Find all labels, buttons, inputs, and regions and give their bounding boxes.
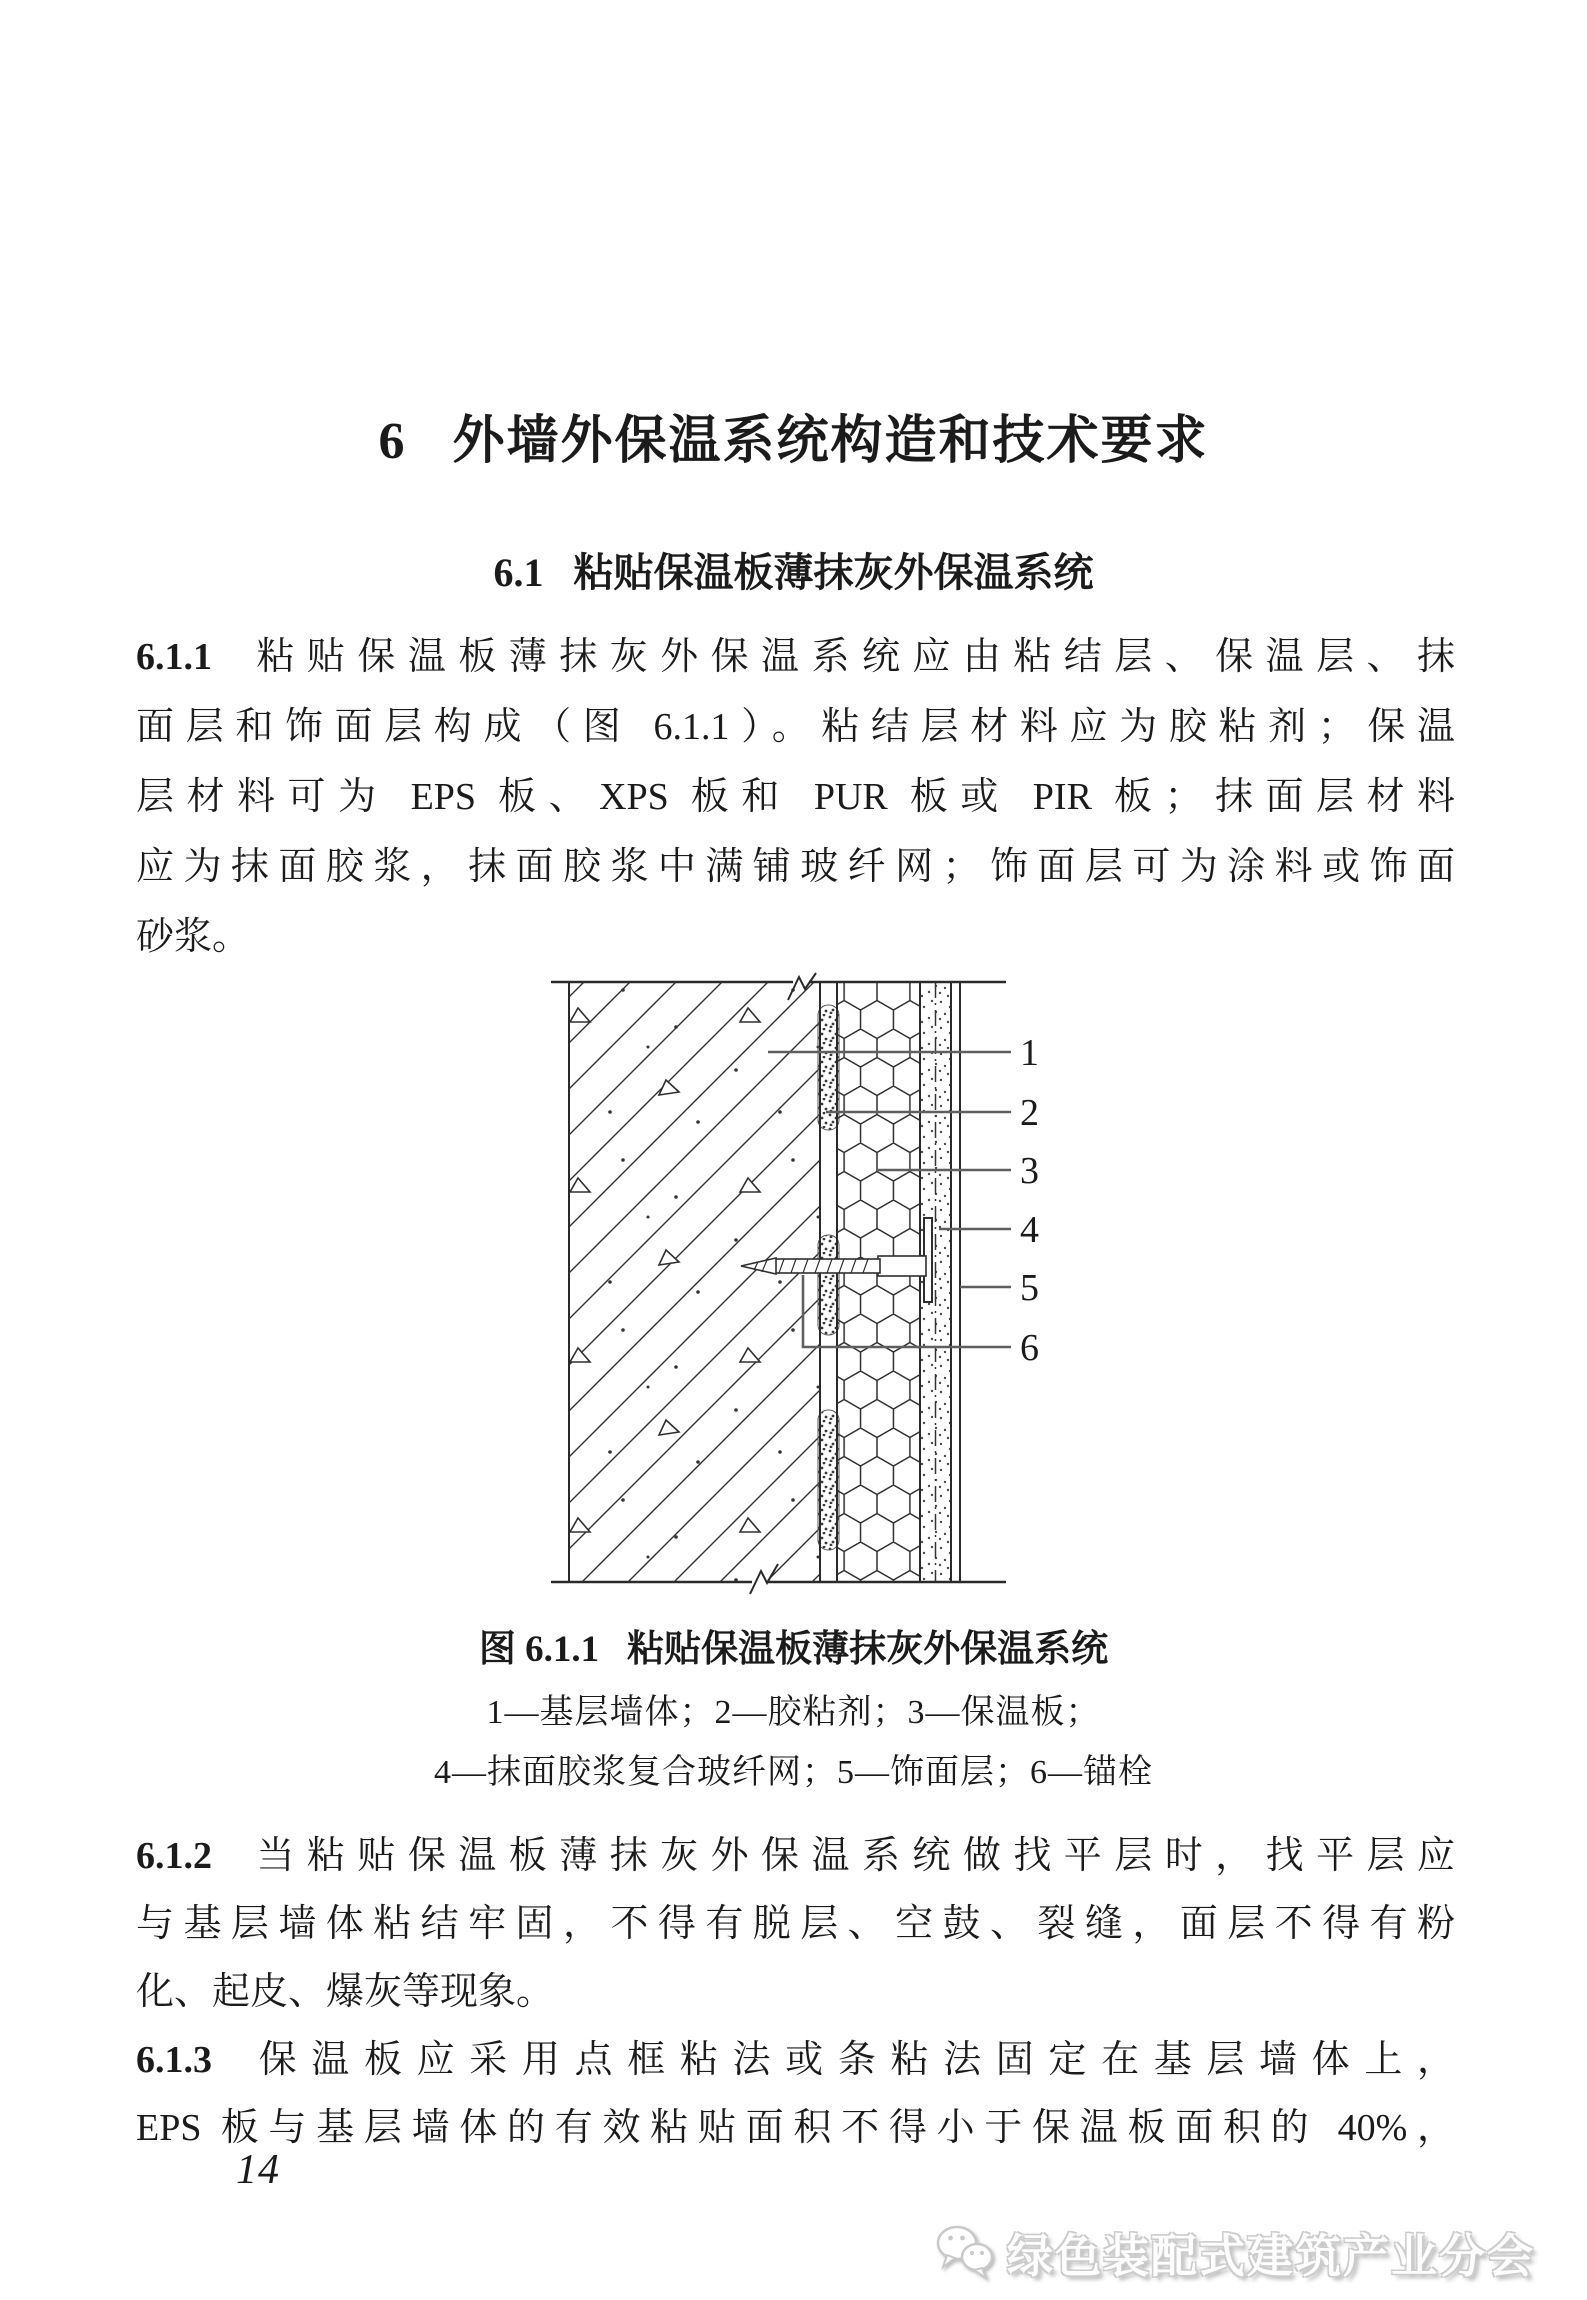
callout-3: 3 [1020, 1150, 1039, 1192]
section-heading [0, 541, 1587, 598]
paragraph-text: 保温板应采用点框粘法或条粘法固定在基层墙体上， [244, 2039, 1455, 2081]
paragraph-line [136, 1822, 1455, 1890]
section-title: 粘贴保温板薄抹灰外保温系统 [573, 550, 1094, 595]
figure-caption [0, 1618, 1587, 1672]
clause-number: 6.1.2 [136, 1835, 212, 1877]
paragraph-text: 粘贴保温板薄抹灰外保温系统应由粘结层、保温层、抹 [244, 636, 1455, 678]
watermark-footer [935, 2220, 1535, 2286]
callout-numbers [1020, 1032, 1039, 1369]
paragraph-line: 层材料可为 EPS 板、XPS 板和 PUR 板或 PIR 板；抹面层材料 [136, 776, 1455, 818]
callout-1: 1 [1020, 1032, 1039, 1074]
figure-legend-line-1: 1—基层墙体；2—胶粘剂；3—保温板； [486, 1694, 1101, 1731]
figure-title: 粘贴保温板薄抹灰外保温系统 [627, 1629, 1109, 1670]
clause-number: 6.1.1 [136, 636, 212, 678]
paragraph-line [136, 2026, 1455, 2094]
callout-6: 6 [1020, 1327, 1039, 1369]
figure-legend-line-2: 4—抹面胶浆复合玻纤网；5—饰面层；6—锚栓 [434, 1754, 1153, 1791]
callout-5: 5 [1020, 1267, 1039, 1309]
paragraph-line [136, 622, 1455, 692]
chapter-heading [0, 398, 1587, 473]
callout-4: 4 [1020, 1209, 1039, 1251]
paragraph-line: 与基层墙体粘结牢固，不得有脱层、空鼓、裂缝，面层不得有粉 [136, 1903, 1455, 1945]
paragraph-line: 砂浆。 [136, 916, 251, 958]
figure-number: 图 6.1.1 [478, 1629, 600, 1670]
paragraph-6-1-1 [136, 622, 1455, 972]
chapter-number: 6 [378, 413, 407, 470]
paragraph-line: 应为抹面胶浆，抹面胶浆中满铺玻纤网；饰面层可为涂料或饰面 [136, 846, 1455, 888]
base-wall-layer [569, 982, 820, 1582]
clause-number: 6.1.3 [136, 2039, 212, 2081]
wechat-icon [935, 2225, 997, 2281]
paragraph-6-1-3 [136, 2026, 1455, 2162]
callout-2: 2 [1020, 1092, 1039, 1134]
page-number: 14 [236, 2147, 280, 2193]
paragraph-line: 面层和饰面层构成（图 6.1.1）。粘结层材料应为胶粘剂；保温 [136, 706, 1455, 748]
wall-section-diagram [548, 972, 1058, 1597]
watermark-text: 绿色装配式建筑产业分会 [1007, 2230, 1535, 2282]
section-number: 6.1 [493, 550, 544, 595]
insulation-layer [837, 982, 920, 1582]
paragraph-6-1-2 [136, 1822, 1455, 2026]
chapter-title: 外墙外保温系统构造和技术要求 [452, 413, 1209, 470]
paragraph-line: EPS 板与基层墙体的有效粘贴面积不得小于保温板面积的 40%， [136, 2107, 1455, 2149]
paragraph-text: 当粘贴保温板薄抹灰外保温系统做找平层时，找平层应 [244, 1835, 1455, 1877]
paragraph-line: 化、起皮、爆灰等现象。 [136, 1971, 555, 2013]
figure-6-1-1 [548, 972, 1058, 1597]
adhesive-layer [818, 1005, 839, 1550]
